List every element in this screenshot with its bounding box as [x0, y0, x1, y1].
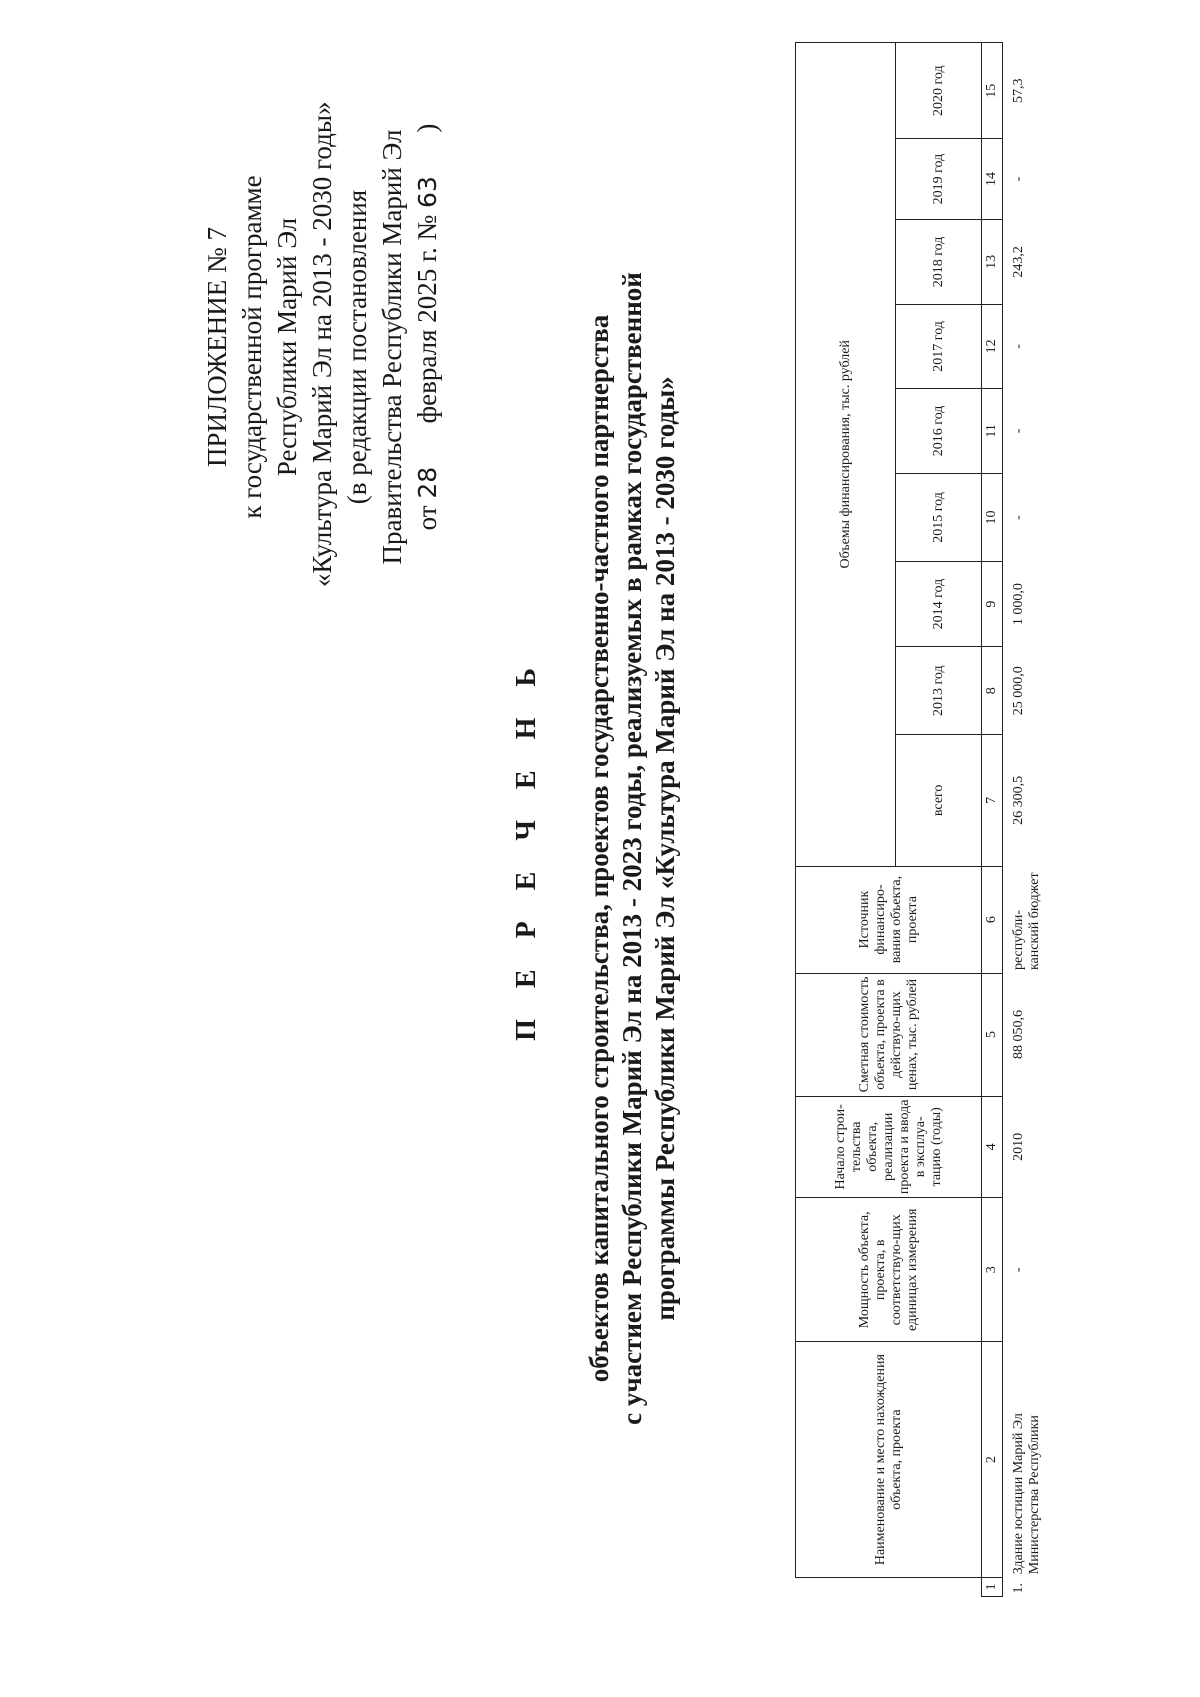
column-number: 10	[982, 474, 1003, 562]
header-cell-year: 2013 год	[896, 647, 982, 735]
funding-2014: 1 000,0	[1011, 583, 1026, 626]
header-cell-year: 2018 год	[896, 219, 982, 305]
title-line: объектов капитального строительства, проектов государственно-частного партнерства	[584, 314, 614, 1383]
column-number-row	[982, 43, 1003, 1597]
document-heading: П Е Р Е Ч Е Н Ь	[511, 656, 542, 1041]
resolution-month-year: февраля 2025 г. №	[412, 214, 442, 424]
approval-line: (в редакции постановления	[342, 189, 372, 505]
object-capacity: -	[1011, 1267, 1026, 1273]
approval-block	[200, 101, 445, 587]
column-number: 9	[982, 561, 1003, 647]
column-number: 7	[982, 735, 1003, 867]
header-cell-year: 2015 год	[896, 474, 982, 562]
funding-2020: 57,3	[1011, 78, 1026, 103]
column-number: 1	[982, 1577, 1003, 1596]
header-row-group	[796, 43, 896, 1597]
funding-2019: -	[1011, 176, 1026, 182]
object-name	[1003, 1342, 1048, 1577]
funding-2013: 25 000,0	[1011, 666, 1026, 716]
appendix-number: ПРИЛОЖЕНИЕ № 7	[202, 226, 232, 468]
object-estimate: 88 050,6	[1011, 1010, 1026, 1060]
column-number: 8	[982, 647, 1003, 735]
column-number: 6	[982, 866, 1003, 973]
objects-table	[795, 42, 1047, 1597]
header-cell-name: Наименование и место нахождения объекта, проекта	[796, 1342, 982, 1577]
funding-total: 26 300,5	[1011, 775, 1026, 825]
column-number: 4	[982, 1096, 1003, 1198]
object-name-part: Здание юстиции Марий Эл	[1011, 1413, 1026, 1575]
column-number: 13	[982, 219, 1003, 305]
object-start-year: 2010	[1011, 1132, 1026, 1161]
from-label: от	[412, 505, 442, 531]
object-source: республи-канский бюджет	[1011, 872, 1042, 971]
funding-2015: -	[1011, 515, 1026, 520]
header-cell-year: 2014 год	[896, 561, 982, 647]
column-number: 14	[982, 139, 1003, 219]
object-name-part: Министерства Республики	[1027, 1415, 1042, 1575]
header-cell-estimate: Сметная стоимость объекта, проекта в действую-щих ценах, тыс. рублей	[796, 973, 982, 1096]
program-name: «Культура Марий Эл на 2013 - 2030 годы»	[307, 101, 337, 587]
funding-2017: -	[1011, 344, 1026, 349]
resolution-number: 63	[413, 176, 442, 208]
header-cell-number	[796, 1577, 982, 1596]
close-paren: )	[412, 123, 442, 133]
header-cell-year: 2016 год	[896, 388, 982, 474]
header-cell-year: 2020 год	[896, 43, 982, 139]
header-cell-capacity: Мощность объекта, проекта, в соответствую-щих единицах измерения	[796, 1198, 982, 1342]
header-cell-source: Источник финансиро-вания объекта, проекта	[796, 866, 982, 973]
header-cell-total: всего	[896, 735, 982, 867]
table-row	[1003, 43, 1048, 1597]
funding-2016: -	[1011, 428, 1026, 434]
approval-line: к государственной программе	[237, 175, 267, 519]
column-number: 5	[982, 973, 1003, 1096]
resolution-date-line	[410, 107, 445, 547]
column-number: 2	[982, 1342, 1003, 1577]
approval-line: Республики Марий Эл	[272, 217, 302, 477]
column-number: 12	[982, 305, 1003, 388]
title-block	[510, 200, 682, 1497]
column-number: 11	[982, 388, 1003, 474]
header-cell-start: Начало строи-тельства объекта, реализации проекта и ввода в эксплуа-тацию (годы)	[796, 1096, 982, 1198]
row-number: 1.	[1011, 1583, 1026, 1594]
title-line: программы Республики Марий Эл «Культура Марий Эл на 2013 - 2030 годы»	[650, 376, 680, 1321]
header-cell-funding-group: Объемы финансирования, тыс. рублей	[796, 43, 896, 867]
header-cell-year: 2017 год	[896, 305, 982, 388]
header-cell-year: 2019 год	[896, 139, 982, 219]
funding-2018: 243,2	[1011, 246, 1026, 278]
column-number: 3	[982, 1198, 1003, 1342]
resolution-day: 28	[413, 466, 442, 499]
column-number: 15	[982, 43, 1003, 139]
approval-line: Правительства Республики Марий Эл	[377, 129, 407, 565]
title-line: с участием Республики Марий Эл на 2013 - 2023 годы, реализуемых в рамках государственной	[617, 272, 647, 1425]
